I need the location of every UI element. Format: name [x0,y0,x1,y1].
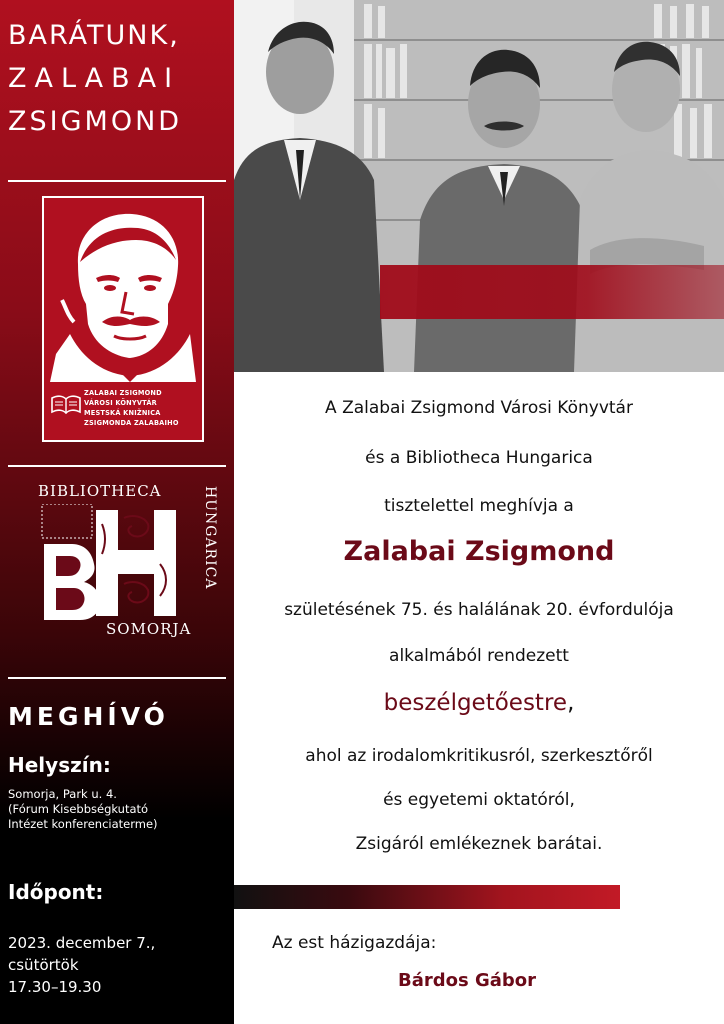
body-line: és egyetemi oktatóról, [383,790,575,810]
event-comma: , [567,690,575,716]
venue-details [8,787,230,832]
divider-2 [8,465,226,467]
body-line: Zsigáról emlékeznek barátai. [355,834,603,854]
library-logo-text [84,388,202,428]
sidebar-title [8,14,228,143]
bibliotheca-hungarica-logo [36,482,216,642]
time-line: 2023. december 7., [8,934,156,952]
host-name: Bárdos Gábor [398,970,537,991]
body-line: ahol az irodalomkritikusról, szerkesztőről [305,746,653,766]
logo-text-line: ZALABAI ZSIGMOND [84,389,162,397]
title-line-3: ZSIGMOND [8,106,183,137]
host-label: Az est házigazdája: [272,933,437,953]
venue-line: (Fórum Kisebbségkutató [8,802,149,816]
time-line: csütörtök [8,956,79,974]
bh-monogram [36,504,196,622]
bh-logo-top-text: BIBLIOTHECA [38,482,162,500]
body-line: A Zalabai Zsigmond Városi Könyvtár [325,398,633,418]
portrait-drawing [50,204,196,382]
divider-3 [8,677,226,679]
invitation-heading: MEGHÍVÓ [8,702,169,731]
body-line: születésének 75. és halálának 20. évfordulója [284,600,674,620]
book-icon [50,392,82,416]
body-line: tisztelettel meghívja a [384,496,574,516]
logo-text-line: MESTSKÁ KNIŽNICA [84,409,161,417]
gradient-divider [234,885,620,909]
honoree-name: Zalabai Zsigmond [343,536,615,567]
event-name-text: beszélgetőestre [383,690,568,716]
title-line-2: ZALABAI [8,63,181,94]
logo-text-line: VÁROSI KÖNYVTÁR [84,399,157,407]
divider-1 [8,180,226,182]
event-name [234,690,724,716]
bh-logo-bottom-text: SOMORJA [106,620,192,638]
venue-line: Intézet konferenciaterme) [8,817,158,831]
body-line: és a Bibliotheca Hungarica [365,448,593,468]
library-logo [42,196,204,442]
time-details [8,932,230,998]
time-label: Időpont: [8,880,104,904]
venue-line: Somorja, Park u. 4. [8,787,117,801]
sidebar [0,0,234,1024]
body-line: alkalmából rendezett [389,646,569,666]
title-line-1: BARÁTUNK, [8,20,180,51]
bh-logo-side-text: HUNGARICA [202,486,218,590]
time-line: 17.30–19.30 [8,978,102,996]
invitation-body [234,372,724,1024]
venue-label: Helyszín: [8,753,111,777]
logo-text-line: ZSIGMONDA ZALABAIHO [84,419,179,427]
photo-accent-band [380,265,724,319]
